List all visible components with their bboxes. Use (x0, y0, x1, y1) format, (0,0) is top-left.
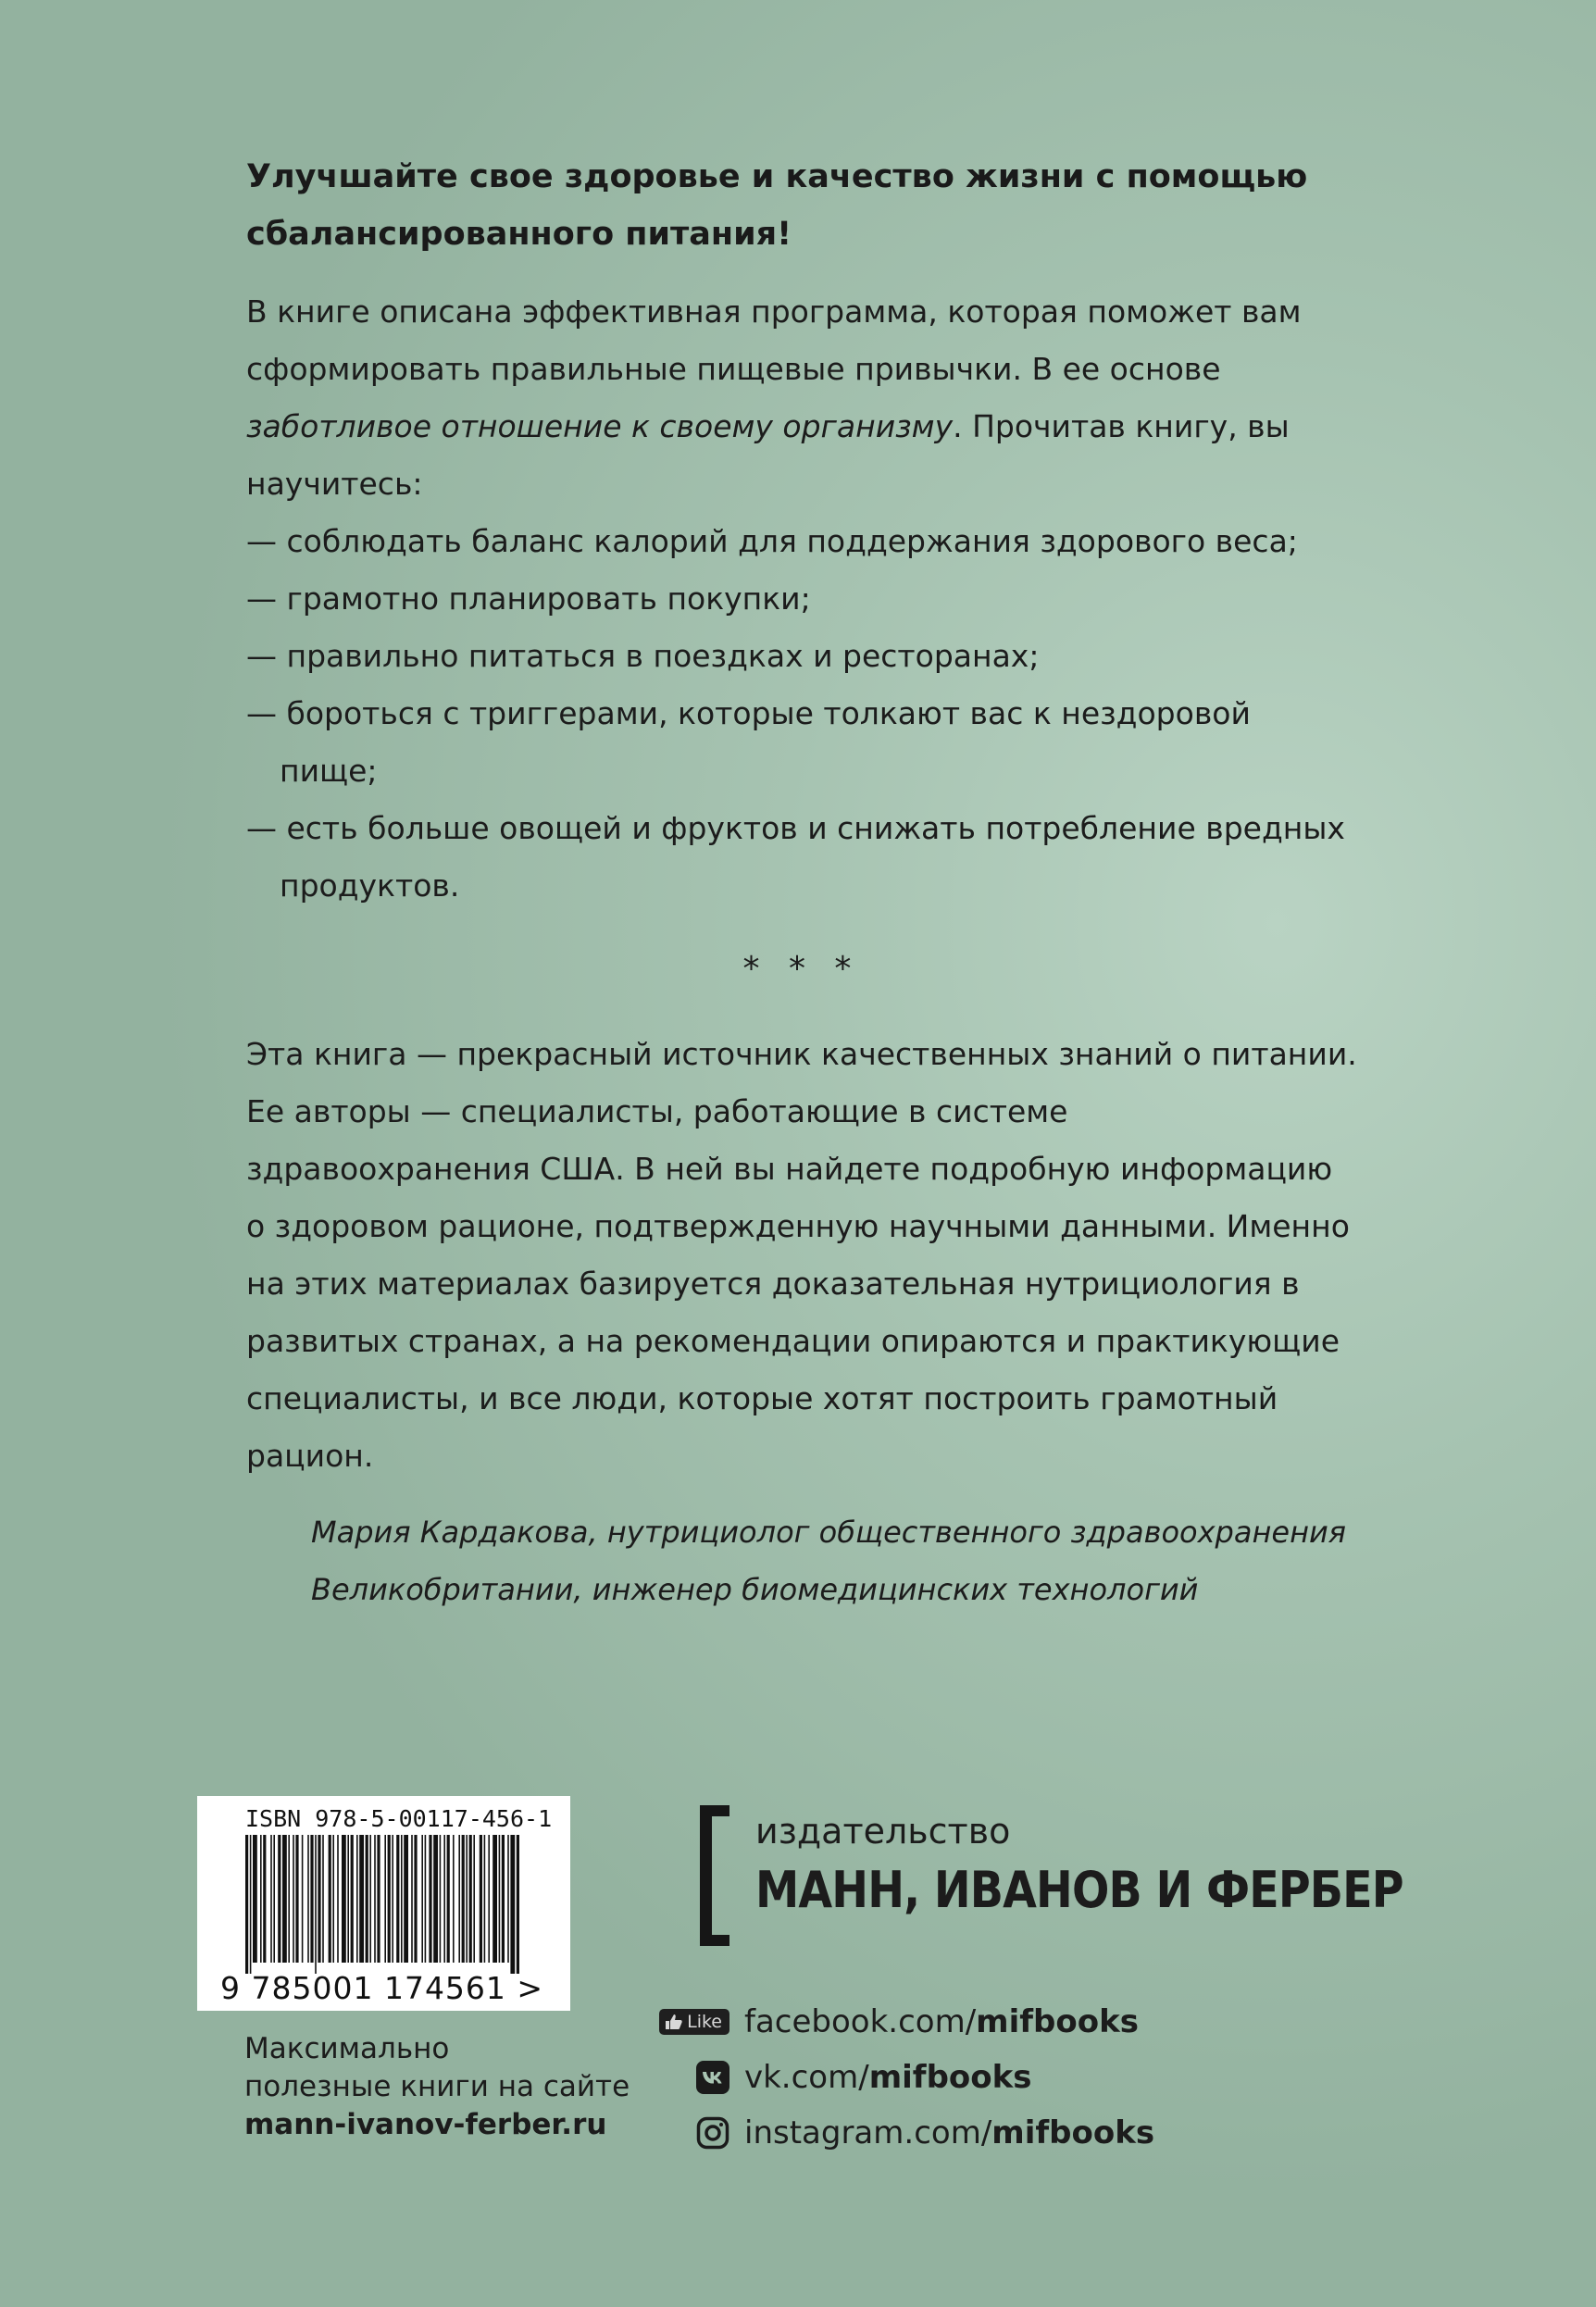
headline: Улучшайте свое здоровье и качество жизни с помощью сбалансированного питания! (246, 158, 1308, 253)
site-line-1: Максимально (244, 2032, 450, 2065)
social-handle: mifbooks (991, 2114, 1155, 2151)
social-prefix: facebook.com/ (744, 2003, 977, 2040)
barcode-icon (245, 1835, 523, 1974)
social-prefix: vk.com/ (744, 2059, 869, 2096)
social-facebook[interactable] (652, 1994, 1154, 2050)
social-handle: mifbooks (976, 2003, 1139, 2040)
intro-italic: заботливое отношение к своему организму (246, 408, 954, 444)
list-item: — грамотно планировать покупки; (246, 580, 811, 617)
social-prefix: instagram.com/ (744, 2114, 992, 2151)
social-instagram[interactable] (652, 2105, 1154, 2161)
list-item: — соблюдать баланс калорий для поддержания здорового веса; (246, 523, 1298, 559)
facebook-like-icon (659, 2009, 729, 2035)
publisher-label: издательство (755, 1811, 1011, 1852)
site-url[interactable]: mann-ivanov-ferber.ru (244, 2108, 607, 2141)
publisher-name: МАНН, ИВАНОВ И ФЕРБЕР (755, 1861, 1403, 1919)
list-item: — правильно питаться в поездках и ресторанах; (246, 638, 1040, 674)
separator: * * * (742, 950, 861, 988)
isbn-barcode (197, 1796, 570, 2011)
social-vk[interactable] (652, 2050, 1154, 2105)
review-paragraph: Эта книга — прекрасный источник качественных знаний о питании. Ее авторы — специалисты, работающие в системе здравоохранения США. В ней вы найдете подробную информацию о здоровом рационе, подтвержденную научными данными. Именно на этих материалах базируется доказательная нутрициология в развитых странах, а на рекомендации опираются и практикующие специалисты, и все люди, которые хотят построить грамотный рацион. (246, 1036, 1357, 1474)
isbn-label: ISBN 978-5-00117-456-1 (245, 1805, 553, 1832)
list-item: — есть больше овощей и фруктов и снижать потребление вредных продуктов. (246, 810, 1345, 904)
instagram-icon (696, 2116, 729, 2150)
like-label: Like (687, 2012, 722, 2032)
barcode-digits: 9 785001 174561 > (220, 1970, 544, 2006)
back-cover-text (246, 148, 1357, 1618)
intro-text-end: . Прочитав книгу, вы научитесь: (246, 408, 1290, 502)
skills-list (246, 513, 1357, 915)
list-item: — бороться с триггерами, которые толкают вас к нездоровой пище; (246, 695, 1251, 789)
social-handle: mifbooks (868, 2059, 1032, 2096)
vk-icon (696, 2061, 729, 2094)
site-line-2: полезные книги на сайте (244, 2070, 630, 2103)
intro-paragraph (246, 283, 1357, 513)
intro-text: В книге описана эффективная программа, которая поможет вам сформировать правильные пищевые привычки. В ее основе (246, 293, 1302, 387)
thumbs-up-icon (665, 2014, 683, 2030)
review-attribution: Мария Кардакова, нутрициолог общественного здравоохранения Великобритании, инженер биомедицинских технологий (311, 1515, 1347, 1607)
social-links (652, 1994, 1154, 2161)
website-promo (244, 2030, 630, 2144)
bracket-icon (700, 1805, 729, 1946)
